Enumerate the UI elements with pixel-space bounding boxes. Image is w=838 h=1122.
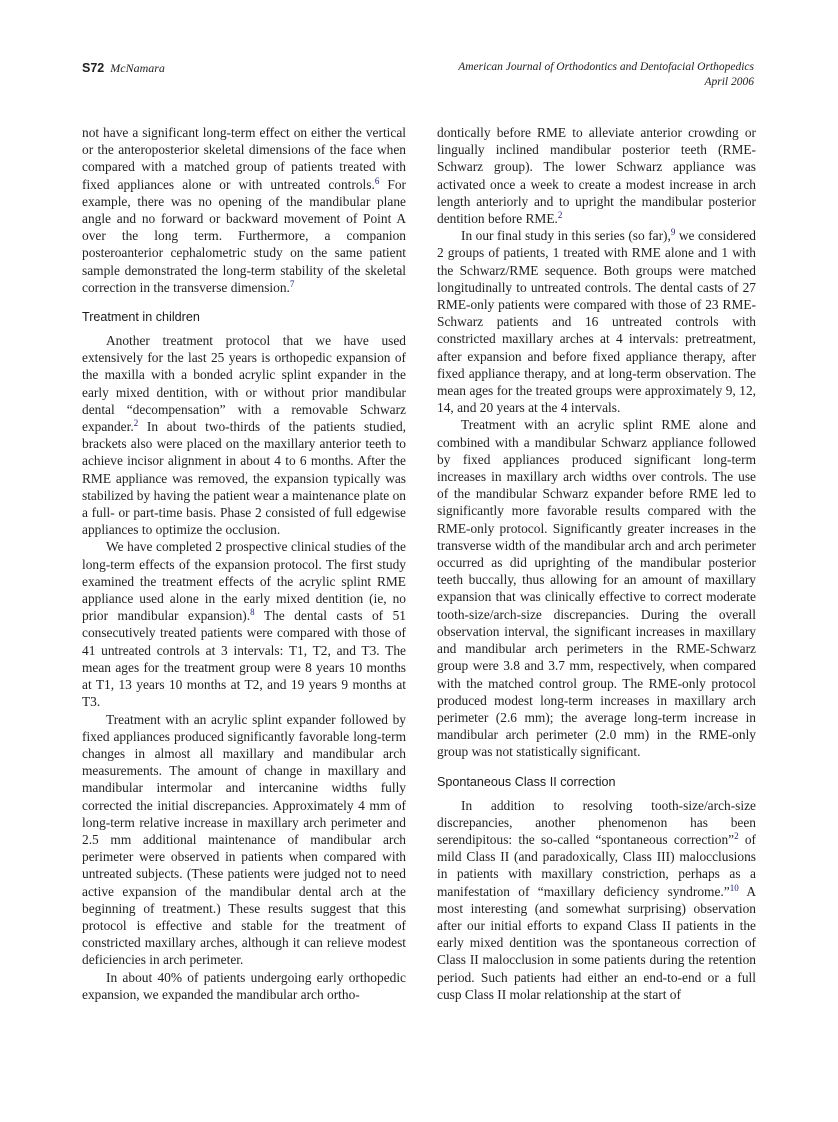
running-header-right (458, 60, 754, 90)
reference-link[interactable]: 2 (734, 830, 739, 841)
paragraph: We have completed 2 prospective clinical studies of the long-term effects of the expansion protocol. The first study examined the treatment effects of the acrylic splint RME appliance used alone in the early mixed dentition (ie, no prior mandibular expansion).$^8$ The dental casts of 51 consecutively treated patients were compared with those of 41 untreated controls at 3 intervals: T1, T2, and T3. The mean ages for the treatment group were 8 years 10 months at T1, 13 years 10 months at T2, and 19 years 9 months at T3. (82, 539, 407, 710)
section-heading: Spontaneous Class II correction (437, 774, 616, 789)
paragraph: dontically before RME to alleviate anterior crowding or lingually inclined mandibular posterior teeth (RME-Schwarz group). The lower Schwarz appliance was activated once a week to create a modest increase in arch length anteriorly and to upright the mandibular posterior dentition before RME.$^2$ (437, 125, 756, 227)
reference-link[interactable]: 9 (670, 227, 676, 238)
paragraph: In our final study in this series (so far),$^9$ we considered 2 groups of patients, 1 treated with RME alone and 1 with the Schwarz/RME sequence. Both groups were matched longitudinally to untreated controls. The dental casts of 27 RME-only patients were compared with those of 23 RME-Schwarz patients and 16 untreated controls with constricted maxillary arches at 4 intervals: pretreatment, after expansion and before fixed appliance therapy, after fixed appliance therapy, and at long-term observation. The mean ages for the treated groups were approximately 9, 12, 14, and 20 years at the 4 intervals. (437, 227, 756, 416)
reference-link[interactable]: 7 (289, 278, 295, 289)
journal-title: American Journal of Orthodontics and Dentofacial Orthopedics (458, 61, 754, 73)
left-column (82, 124, 406, 1003)
section-heading: Treatment in children (82, 310, 200, 325)
paragraph: not have a significant long-term effect on either the vertical or the anteroposterior skeletal dimensions of the face when compared with a matched group of patients treated with fixed appliances alone or with untreated controls.$^6$ For example, there was no opening of the mandibular plane angle and no forward or backward movement of Point A over the long term. Furthermore, a companion posteroanterior cephalometric study on the same patient sample demonstrated the long-term stability of the skeletal correction in the transverse dimension.$^7$ (82, 125, 407, 295)
issue-date: April 2006 (704, 76, 754, 88)
reference-link[interactable]: 10 (729, 882, 739, 893)
page-number: S72 (82, 61, 105, 75)
running-header-left (82, 61, 165, 76)
reference-link[interactable]: 8 (250, 607, 255, 618)
paragraph: In addition to resolving tooth-size/arch-size discrepancies, another phenomenon has been serendipitous: the so-called “spontaneous correction”$^2$ of mild Class II (and paradoxically, Class III) malocclusions in patients with maxillary constriction, perhaps as a manifestation of “maxillary deficiency syndrome.”$^{10}$ A most interesting (and somewhat surprising) observation after our initial efforts to expand Class II patients in the early mixed dentition was the spontaneous correction of Class II malocclusion in some patients during the retention period. Such patients had either an end-to-end or a full cusp Class II molar relationship at the start of (437, 797, 757, 1002)
reference-link[interactable]: 6 (374, 175, 380, 186)
paragraph: Treatment with an acrylic splint RME alone and combined with a mandibular Schwarz appliance followed by fixed appliances produced significant long-term increases in maxillary arch widths over controls. The use of the mandibular Schwarz expander before RME led to significantly more favorable results compared with the RME-only protocol. Significantly greater increases in the transverse width of the mandibular arch and arch perimeter occurred as did uprighting of the mandibular posterior teeth buccally, thus allowing for an amount of maxillary expansion that was clinically effective to correct moderate tooth-size/arch-size discrepancies. During the overall observation interval, the significant increases in maxillary and mandibular arch perimeters in the RME-Schwarz group were 3.8 and 3.7 mm, respectively, when compared with the matched control group. The RME-only protocol produced modest long-term increases in maxillary arch perimeter (2.6 mm); the average long-term increase in mandibular arch perimeter (2.0 mm) in the RME-only group was not statistically significant. (437, 417, 756, 760)
reference-link[interactable]: 2 (557, 210, 563, 221)
running-author: McNamara (110, 61, 165, 75)
paragraph: In about 40% of patients undergoing early orthopedic expansion, we expanded the mandibular arch ortho- (82, 969, 406, 1002)
paragraph: Another treatment protocol that we have used extensively for the last 25 years is orthopedic expansion of the maxilla with a bonded acrylic splint expander in the early mixed dentition, with or without prior mandibular dental “decompensation” with a removable Schwarz expander.$^2$ In about two-thirds of the patients studied, brackets also were placed on the maxillary anterior teeth to achieve incisor alignment in about 4 to 6 months. After the RME appliance was removed, the expansion typically was stabilized by having the patient wear a maintenance plate on a full- or part-time basis. Phase 2 consisted of full edgewise appliances to optimize the occlusion. (82, 333, 406, 538)
reference-link[interactable]: 2 (133, 418, 139, 429)
paragraph: Treatment with an acrylic splint expander followed by fixed appliances produced significantly favorable long-term changes in almost all maxillary and mandibular arch measurements. The amount of change in maxillary and mandibular intermolar and intercanine widths fully corrected the initial discrepancies. Approximately 4 mm of long-term relative increase in maxillary arch perimeter and 2.5 mm additional maintenance of mandibular arch perimeter were observed in patients when compared with untreated subjects. (These patients were judged not to need active expansion of the mandibular dental arch at the beginning of treatment.) These results suggest that this protocol is effective and stable for the treatment of constricted maxillary arches, although it can relieve modest deficiencies in arch perimeter. (82, 711, 406, 968)
right-column (437, 124, 756, 1003)
